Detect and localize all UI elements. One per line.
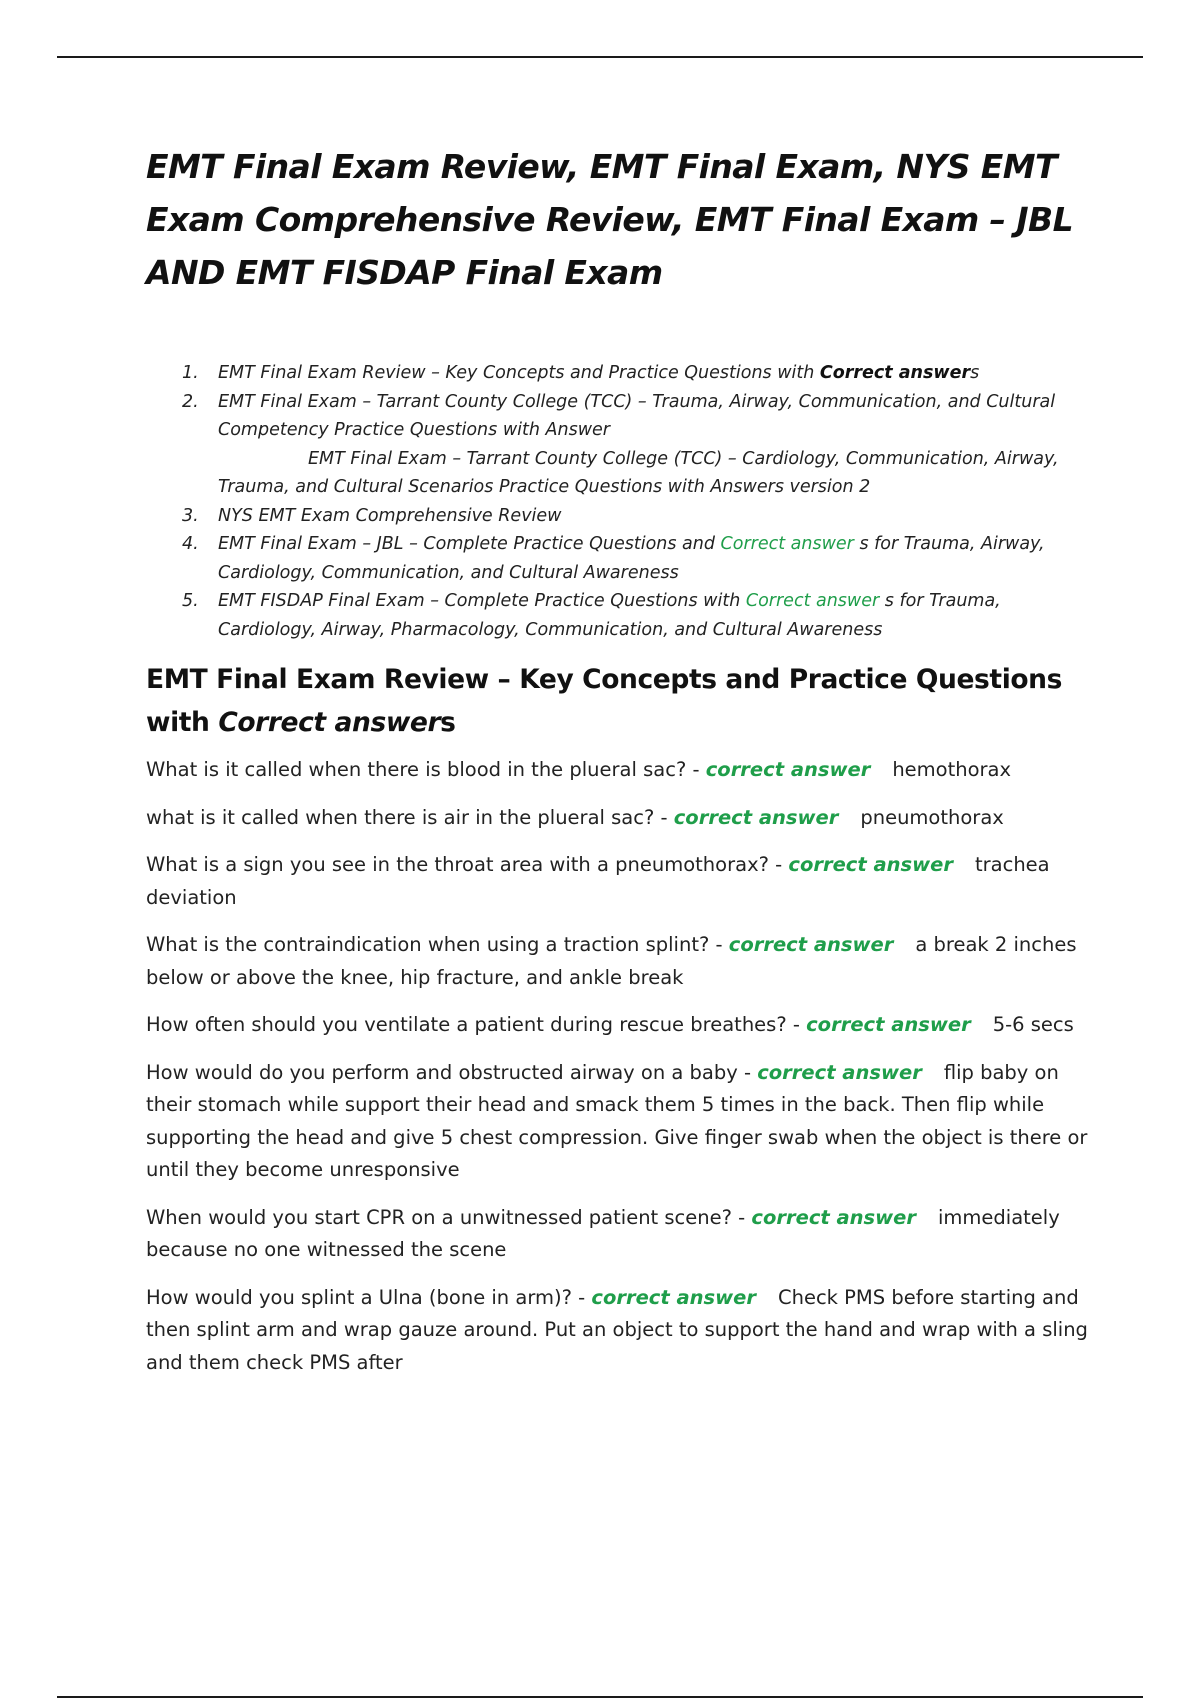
toc-text [218, 388, 1096, 502]
toc-text [218, 587, 1096, 644]
qa-item [146, 1282, 1106, 1380]
toc-text-part: s [970, 363, 980, 383]
question-text: How often should you ventilate a patient during rescue breathes? - [146, 1013, 807, 1036]
qa-item [146, 802, 1106, 835]
answer-label: correct answer [788, 853, 953, 876]
question-text: What is it called when there is blood in the plueral sac? - [146, 758, 706, 781]
toc-correct-answer: Correct answer [819, 363, 971, 383]
toc-item-2 [182, 388, 1096, 502]
document-page [146, 140, 1096, 1394]
toc-text-part: s for Trauma, Airway, Cardiology, Communication, and Cultural Awareness [218, 534, 1045, 583]
answer-label: correct answer [705, 758, 871, 781]
question-text: What is a sign you see in the throat area with a pneumothorax? - [146, 853, 789, 876]
bottom-rule [57, 1696, 1143, 1698]
qa-item [146, 1057, 1106, 1187]
toc-text [218, 359, 1096, 388]
answer-text: trachea deviation [146, 853, 1050, 909]
toc-correct-answer: Correct answer [720, 534, 854, 554]
qa-item [146, 1009, 1106, 1042]
top-rule [57, 56, 1143, 58]
question-text: When would you start CPR on a unwitnessed patient scene? - [146, 1205, 752, 1229]
answer-text: 5-6 secs [992, 1013, 1074, 1036]
toc-item-3 [182, 502, 1096, 531]
toc-text-part: EMT Final Exam – Tarrant County College (TCC) – Trauma, Airway, Communication, and Cultural Competency Practice Questions with Answer [218, 391, 1056, 440]
section-heading-tail: s [440, 707, 456, 738]
toc-number: 4. [182, 534, 199, 554]
section-heading [146, 658, 1096, 744]
toc-number: 5. [182, 591, 199, 611]
question-text: What is the contraindication when using a traction splint? - [146, 933, 729, 956]
question-text: How would you splint a Ulna (bone in arm)? - [146, 1285, 592, 1309]
qa-item [146, 754, 1106, 787]
toc-number: 2. [182, 391, 199, 412]
section-heading-italic: Correct answer [218, 707, 441, 738]
answer-text: flip baby on their stomach while support their head and smack them 5 times in the back. Then flip while supporting the head and give 5 chest compression. Give finger swab when the object is there or until they become unresponsive [146, 1060, 1088, 1181]
toc-item-1 [182, 359, 1096, 388]
answer-text: immediately because no one witnessed the scene [146, 1205, 1060, 1261]
qa-item [146, 929, 1106, 994]
toc-text [218, 530, 1096, 587]
question-text: How would do you perform and obstructed airway on a baby - [146, 1060, 758, 1084]
qa-item [146, 1202, 1106, 1267]
qa-item [146, 849, 1106, 914]
document-title: EMT Final Exam Review, EMT Final Exam, NYS EMT Exam Comprehensive Review, EMT Final Exam – JBL AND EMT FISDAP Final Exam [146, 147, 1073, 292]
toc-item-5 [182, 587, 1096, 644]
answer-label: correct answer [673, 805, 839, 829]
toc-text-part: EMT Final Exam – JBL – Complete Practice Questions and [218, 534, 721, 554]
toc-item-4 [182, 530, 1096, 587]
answer-text: hemothorax [892, 758, 1012, 781]
question-text: what is it called when there is air in the plueral sac? - [146, 805, 674, 829]
toc-subitem: EMT Final Exam – Tarrant County College (TCC) – Cardiology, Communication, Airway, Trauma, and Cultural Scenarios Practice Questions with Answers version 2 [218, 448, 1059, 497]
answer-label: correct answer [806, 1013, 971, 1036]
toc-text-part: s for Trauma, Cardiology, Airway, Pharmacology, Communication, and Cultural Awareness [218, 591, 1001, 640]
answer-text: Check PMS before starting and then splint arm and wrap gauze around. Put an object to support the hand and wrap with a sling and them check PMS after [146, 1285, 1088, 1374]
answer-label: correct answer [591, 1285, 756, 1309]
toc-number: 1. [182, 363, 199, 383]
table-of-contents [146, 359, 1096, 644]
answer-label: correct answer [728, 933, 894, 956]
answer-text: pneumothorax [860, 805, 1004, 829]
toc-text-part: EMT Final Exam Review – Key Concepts and Practice Questions with [218, 363, 820, 383]
toc-text-part: EMT FISDAP Final Exam – Complete Practice Questions with [218, 591, 746, 611]
answer-label: correct answer [751, 1205, 917, 1229]
answer-label: correct answer [757, 1060, 922, 1084]
toc-number: 3. [182, 505, 199, 526]
toc-text: NYS EMT Exam Comprehensive Review [218, 505, 562, 526]
toc-correct-answer: Correct answer [745, 591, 880, 611]
answer-text: a break 2 inches below or above the knee, hip fracture, and ankle break [146, 933, 1077, 989]
section-heading-text: EMT Final Exam Review – Key Concepts and Practice Questions with [146, 664, 1063, 738]
